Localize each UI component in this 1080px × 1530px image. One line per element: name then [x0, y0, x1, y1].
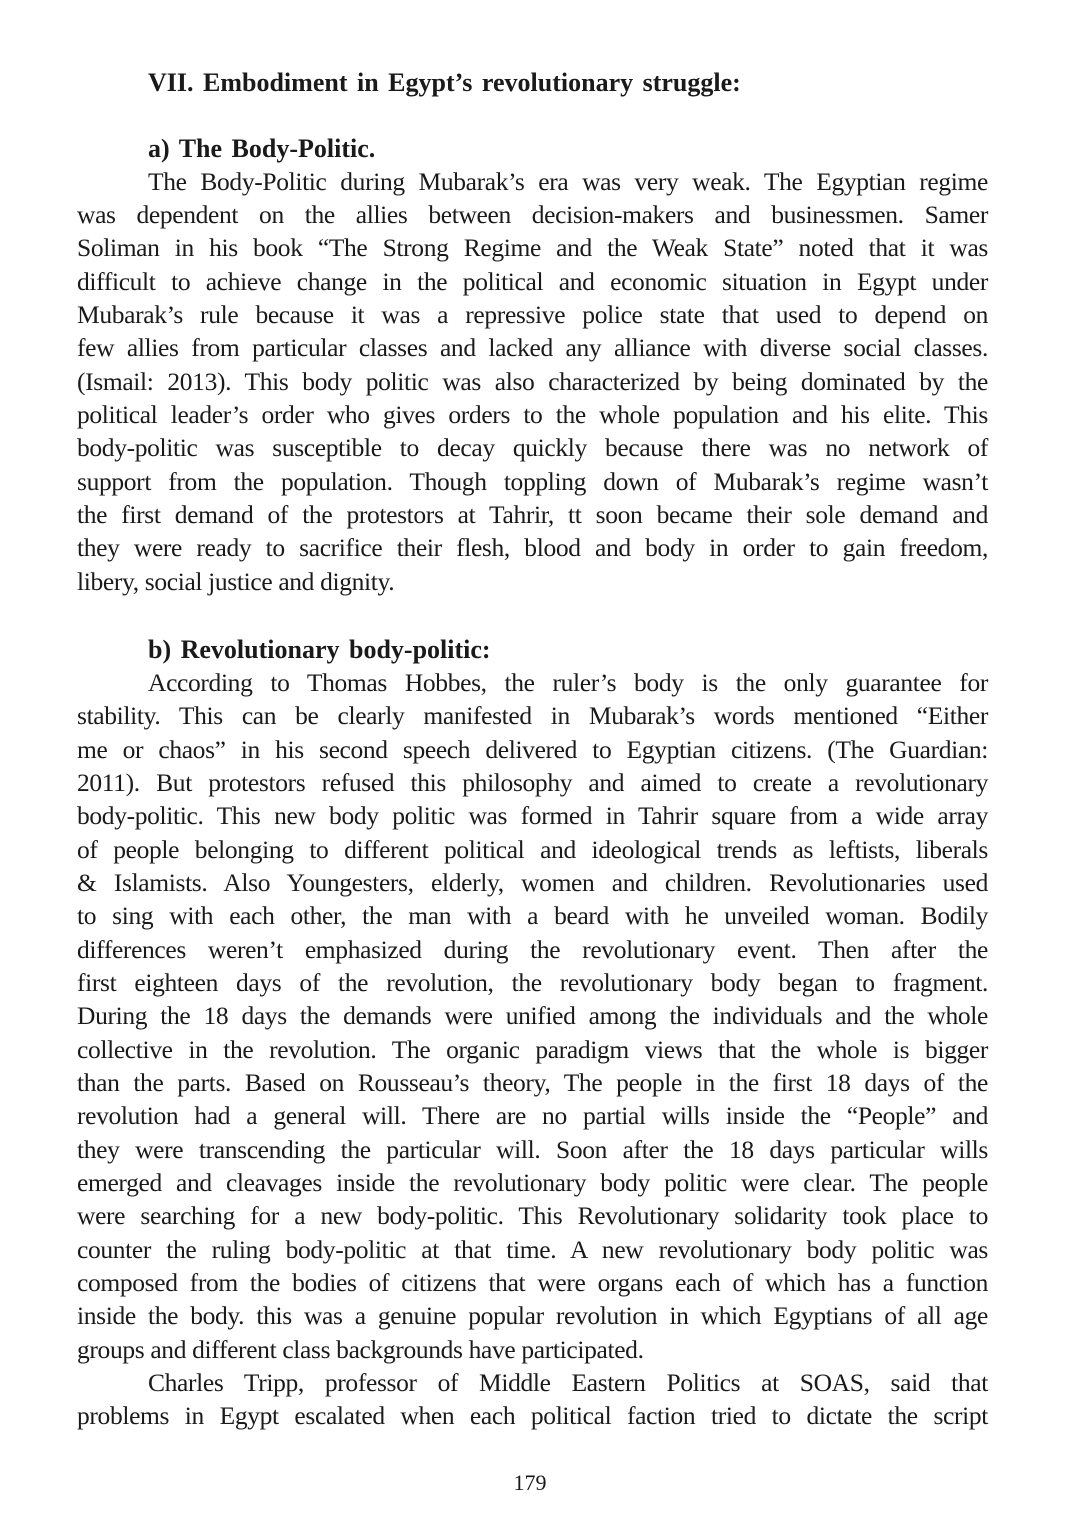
text-line: 2011). But protestors refused this philosophy and aimed to create a revolutionary	[77, 768, 988, 797]
text-line: According to Thomas Hobbes, the ruler’s body is the only guarantee for	[148, 668, 988, 697]
text-line: political leader’s order who gives orders to the whole population and his elite. This	[77, 400, 988, 429]
text-line: Mubarak’s rule because it was a repressive police state that used to depend on	[77, 300, 988, 329]
text-line: difficult to achieve change in the political and economic situation in Egypt under	[77, 267, 988, 296]
text-line: collective in the revolution. The organic paradigm views that the whole is bigger	[77, 1035, 988, 1064]
text-line: Soliman in his book “The Strong Regime and the Weak State” noted that it was	[77, 233, 988, 262]
text-line: they were transcending the particular will. Soon after the 18 days particular wills	[77, 1135, 988, 1164]
text-line: support from the population. Though toppling down of Mubarak’s regime wasn’t	[77, 467, 988, 496]
text-line: than the parts. Based on Rousseau’s theory, The people in the first 18 days of the	[77, 1068, 988, 1097]
text-line: stability. This can be clearly manifested in Mubarak’s words mentioned “Either	[77, 701, 988, 730]
text-line: libery, social justice and dignity.	[77, 567, 395, 596]
text-line: of people belonging to different political and ideological trends as leftists, liberals	[77, 835, 988, 864]
text-line: body-politic was susceptible to decay quickly because there was no network of	[77, 433, 988, 462]
text-line: counter the ruling body-politic at that time. A new revolutionary body politic was	[77, 1235, 988, 1264]
text-line: Charles Tripp, professor of Middle Eastern Politics at SOAS, said that	[148, 1368, 988, 1397]
text-line: were searching for a new body-politic. This Revolutionary solidarity took place to	[77, 1201, 988, 1230]
text-line: the first demand of the protestors at Tahrir, tt soon became their sole demand and	[77, 500, 988, 529]
text-line: first eighteen days of the revolution, the revolutionary body began to fragment.	[77, 968, 988, 997]
text-line: me or chaos” in his second speech delivered to Egyptian citizens. (The Guardian:	[77, 735, 988, 764]
text-line: During the 18 days the demands were unified among the individuals and the whole	[77, 1001, 988, 1030]
text-line: they were ready to sacrifice their flesh, blood and body in order to gain freedom,	[77, 533, 988, 562]
subsection-heading-b: b) Revolutionary body-politic:	[148, 635, 491, 664]
text-line: & Islamists. Also Youngesters, elderly, women and children. Revolutionaries used	[77, 868, 988, 897]
text-line: was dependent on the allies between decision-makers and businessmen. Samer	[77, 200, 988, 229]
text-line: differences weren’t emphasized during the revolutionary event. Then after the	[77, 935, 988, 964]
text-line: problems in Egypt escalated when each political faction tried to dictate the script	[77, 1401, 988, 1430]
text-line: body-politic. This new body politic was formed in Tahrir square from a wide array	[77, 801, 988, 830]
subsection-heading-a: a) The Body-Politic.	[148, 134, 376, 163]
text-line: inside the body. this was a genuine popular revolution in which Egyptians of all age	[77, 1301, 988, 1330]
text-line: emerged and cleavages inside the revolutionary body politic were clear. The people	[77, 1168, 988, 1197]
text-line: to sing with each other, the man with a beard with he unveiled woman. Bodily	[77, 901, 988, 930]
text-line: revolution had a general will. There are no partial wills inside the “People” and	[77, 1101, 988, 1130]
section-title: VII. Embodiment in Egypt’s revolutionary struggle:	[148, 68, 741, 97]
text-line: (Ismail: 2013). This body politic was also characterized by being dominated by the	[77, 367, 988, 396]
text-line: groups and different class backgrounds have participated.	[77, 1335, 644, 1364]
text-line: composed from the bodies of citizens that were organs each of which has a function	[77, 1268, 988, 1297]
text-line: few allies from particular classes and lacked any alliance with diverse social classes.	[77, 333, 988, 362]
page-number: 179	[513, 1470, 547, 1495]
text-line: The Body-Politic during Mubarak’s era was very weak. The Egyptian regime	[148, 167, 988, 196]
